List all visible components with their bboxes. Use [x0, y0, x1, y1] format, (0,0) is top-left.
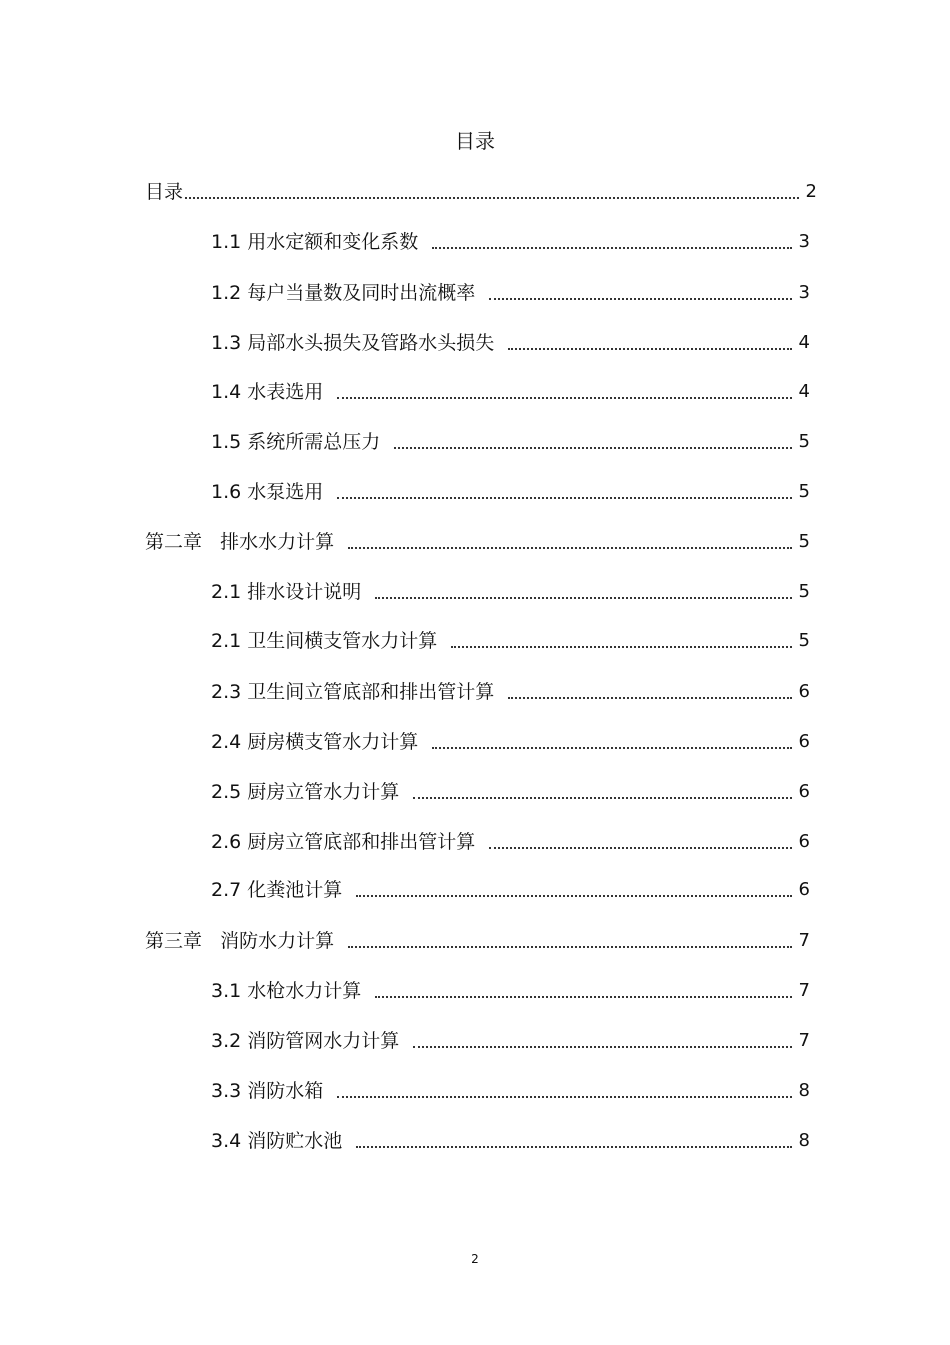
toc-entry-page: 6: [798, 831, 810, 852]
toc-entry-title: 2.4 厨房横支管水力计算: [211, 731, 419, 753]
toc-entry-title: 2.1 排水设计说明: [211, 581, 362, 603]
toc-entry[interactable]: [211, 779, 810, 805]
toc-entry[interactable]: [211, 479, 810, 505]
toc-entry-title: 2.3 卫生间立管底部和排出管计算: [211, 681, 495, 703]
toc-entry-page: 6: [798, 879, 810, 900]
toc-entry[interactable]: [211, 579, 810, 605]
toc-entry[interactable]: [145, 529, 810, 555]
toc-leader-dots: [413, 1046, 792, 1048]
toc-leader-dots: [489, 847, 792, 849]
toc-entry[interactable]: [211, 429, 810, 455]
toc-entry-title: 1.6 水泵选用: [211, 481, 324, 503]
toc-entry[interactable]: [211, 330, 810, 356]
toc-leader-dots: [394, 447, 792, 449]
toc-leader-dots: [356, 895, 792, 897]
toc-entry-page: 6: [798, 781, 810, 802]
toc-entry-page: 3: [798, 231, 810, 252]
toc-leader-dots: [348, 946, 792, 948]
toc-entry-title: 目录: [145, 181, 184, 203]
toc-leader-dots: [432, 247, 792, 249]
toc-leader-dots: [375, 996, 792, 998]
toc-entry-title: 1.1 用水定额和变化系数: [211, 231, 419, 253]
toc-entry-title: 第二章 排水水力计算: [145, 531, 335, 553]
toc-entry-page: 5: [798, 531, 810, 552]
toc-entry[interactable]: [211, 379, 810, 405]
toc-entry-page: 7: [798, 930, 810, 951]
toc-leader-dots: [337, 497, 792, 499]
toc-entry[interactable]: [211, 1028, 810, 1054]
toc-entry-title: 3.1 水枪水力计算: [211, 980, 362, 1002]
toc-entry-page: 6: [798, 681, 810, 702]
toc-leader-dots: [337, 397, 792, 399]
toc-entry[interactable]: [145, 179, 817, 205]
toc-leader-dots: [375, 597, 792, 599]
toc-leader-dots: [337, 1096, 792, 1098]
toc-leader-dots: [451, 646, 792, 648]
page-number: 2: [471, 1252, 479, 1266]
toc-entry[interactable]: [211, 877, 810, 903]
toc-entry[interactable]: [211, 280, 810, 306]
toc-entry[interactable]: [211, 679, 810, 705]
toc-entry-page: 4: [798, 381, 810, 402]
toc-leader-dots: [348, 547, 792, 549]
toc-entry-title: 2.6 厨房立管底部和排出管计算: [211, 831, 476, 853]
toc-entry-page: 5: [798, 630, 810, 651]
toc-leader-dots: [185, 197, 799, 199]
toc-entry-title: 2.1 卫生间横支管水力计算: [211, 630, 438, 652]
toc-entry-page: 8: [798, 1080, 810, 1101]
toc-entry-page: 6: [798, 731, 810, 752]
toc-entry-title: 1.3 局部水头损失及管路水头损失: [211, 332, 495, 354]
toc-entry[interactable]: [211, 628, 810, 654]
toc-entry-title: 1.4 水表选用: [211, 381, 324, 403]
toc-entry-title: 1.5 系统所需总压力: [211, 431, 381, 453]
toc-entry-title: 2.7 化粪池计算: [211, 879, 343, 901]
toc-entry[interactable]: [211, 978, 810, 1004]
toc-entry-title: 2.5 厨房立管水力计算: [211, 781, 400, 803]
toc-entry[interactable]: [211, 229, 810, 255]
toc-leader-dots: [508, 348, 792, 350]
toc-entry-page: 4: [798, 332, 810, 353]
toc-entry[interactable]: [211, 729, 810, 755]
toc-entry-page: 7: [798, 1030, 810, 1051]
toc-entry-title: 第三章 消防水力计算: [145, 930, 335, 952]
page-title: 目录: [455, 129, 495, 153]
toc-entry-title: 3.4 消防贮水池: [211, 1130, 343, 1152]
toc-entry[interactable]: [211, 829, 810, 855]
toc-entry-page: 5: [798, 481, 810, 502]
toc-entry[interactable]: [145, 928, 810, 954]
toc-leader-dots: [356, 1146, 792, 1148]
toc-entry-page: 7: [798, 980, 810, 1001]
toc-leader-dots: [489, 298, 792, 300]
toc-entry-page: 8: [798, 1130, 810, 1151]
toc-entry-title: 1.2 每户当量数及同时出流概率: [211, 282, 476, 304]
toc-entry-title: 3.2 消防管网水力计算: [211, 1030, 400, 1052]
toc-entry-page: 3: [798, 282, 810, 303]
toc-entry-page: 5: [798, 581, 810, 602]
toc-entry-page: 5: [798, 431, 810, 452]
toc-entry-page: 2: [805, 181, 817, 202]
toc-entry[interactable]: [211, 1128, 810, 1154]
toc-leader-dots: [508, 697, 792, 699]
toc-leader-dots: [413, 797, 792, 799]
toc-leader-dots: [432, 747, 792, 749]
toc-entry[interactable]: [211, 1078, 810, 1104]
toc-entry-title: 3.3 消防水箱: [211, 1080, 324, 1102]
